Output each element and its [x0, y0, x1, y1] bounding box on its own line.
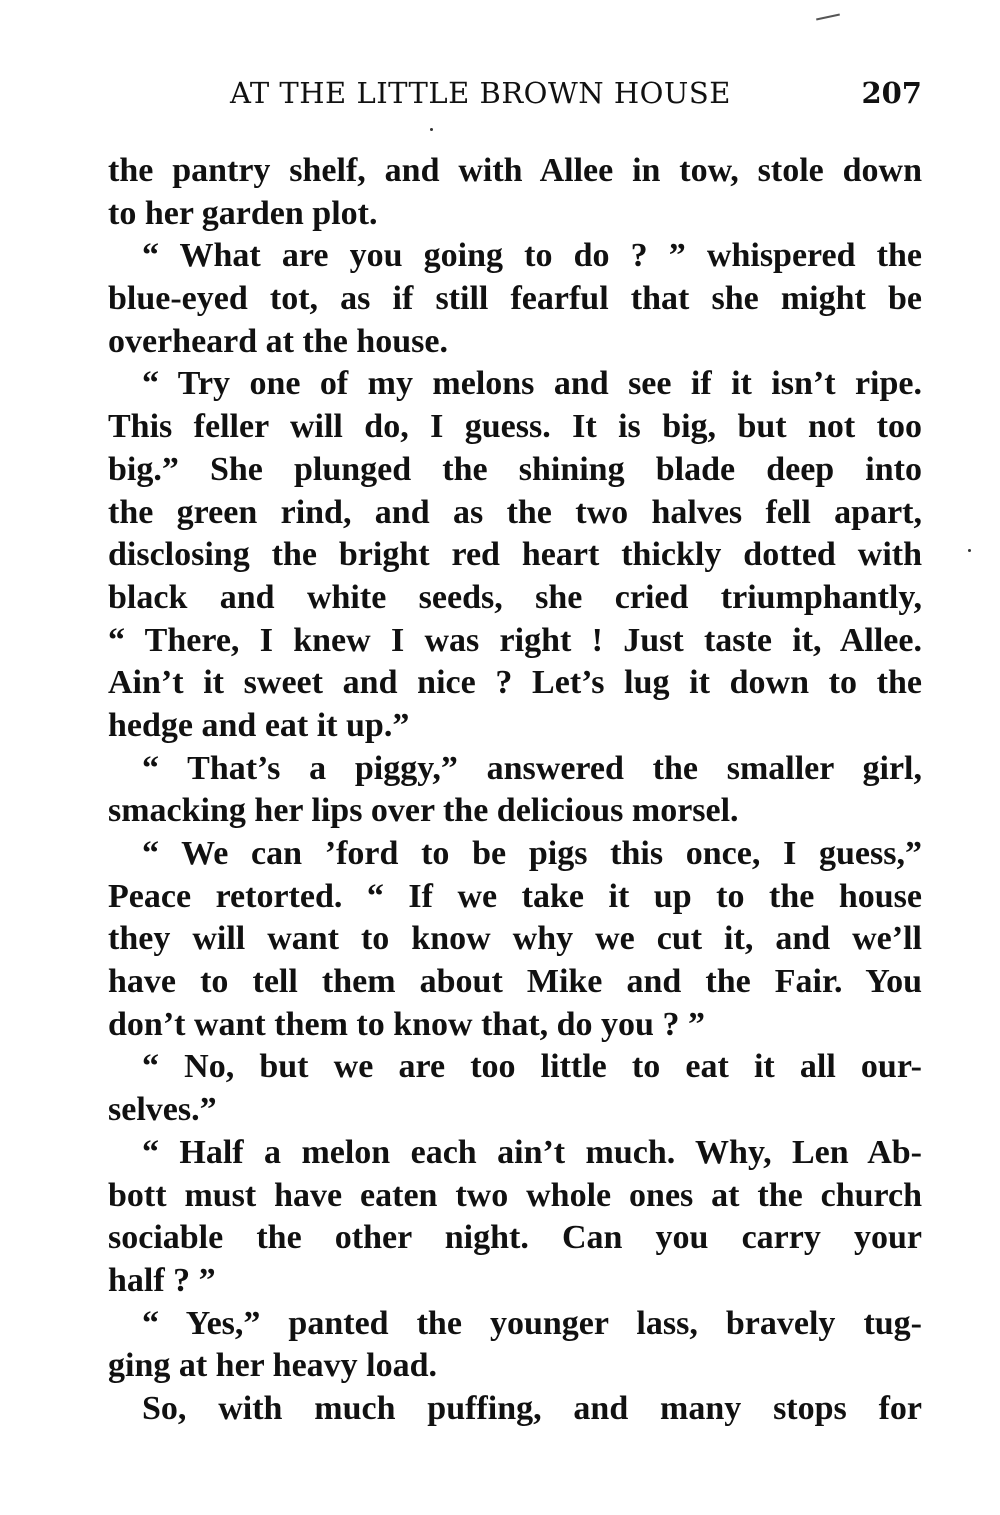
text-line: blue-eyed tot, as if still fearful that she might be [108, 280, 922, 318]
text-line: “ We can ’ford to be pigs this once, I guess,” [142, 835, 922, 872]
page-blemish [816, 14, 840, 21]
text-line: have to tell them about Mike and the Fair. You [108, 963, 922, 1001]
page-header [108, 76, 922, 120]
text-line: “ Half a melon each ain’t much. Why, Len Ab- [142, 1133, 922, 1171]
text-line: “ No, but we are too little to eat it all our- [142, 1048, 922, 1086]
page-speck [968, 549, 971, 552]
text-line: Peace retorted. “ If we take it up to the house [108, 877, 922, 915]
text-line: don’t want them to know that, do you ? ” [108, 1005, 705, 1043]
text-line: hedge and eat it up.” [108, 706, 410, 744]
body-text [108, 150, 922, 1431]
text-line: “ What are you going to do ? ” whispered the [142, 237, 922, 275]
text-line: black and white seeds, she cried triumphantly, [108, 578, 922, 616]
text-line: the pantry shelf, and with Allee in tow, stole down [108, 152, 922, 189]
text-line: big.” She plunged the shining blade deep into [108, 450, 922, 488]
text-line: to her garden plot. [108, 194, 378, 232]
text-line: Ain’t it sweet and nice ? Let’s lug it down to the [108, 664, 922, 702]
text-line: “ There, I knew I was right ! Just taste it, Allee. [108, 621, 922, 659]
text-line: the green rind, and as the two halves fell apart, [108, 493, 922, 531]
running-head: AT THE LITTLE BROWN HOUSE [230, 76, 731, 110]
text-line: they will want to know why we cut it, and we’ll [108, 920, 922, 958]
text-line: smacking her lips over the delicious morsel. [108, 792, 739, 830]
text-line: sociable the other night. Can you carry your [108, 1219, 922, 1257]
text-line: “ Try one of my melons and see if it isn’t ripe. [142, 365, 922, 403]
page-speck [430, 128, 433, 131]
page-number: 207 [861, 76, 922, 110]
text-line: This feller will do, I guess. It is big, but not too [108, 408, 922, 446]
text-line: “ That’s a piggy,” answered the smaller girl, [142, 749, 922, 787]
text-line: overheard at the house. [108, 322, 448, 360]
text-line: half ? ” [108, 1261, 216, 1299]
text-line: selves.” [108, 1091, 217, 1129]
text-line: “ Yes,” panted the younger lass, bravely tug- [142, 1304, 922, 1342]
text-line: disclosing the bright red heart thickly dotted with [108, 536, 922, 574]
text-line: So, with much puffing, and many stops for [142, 1389, 922, 1427]
text-line: ging at her heavy load. [108, 1347, 438, 1385]
text-line: bott must have eaten two whole ones at the church [108, 1176, 922, 1214]
